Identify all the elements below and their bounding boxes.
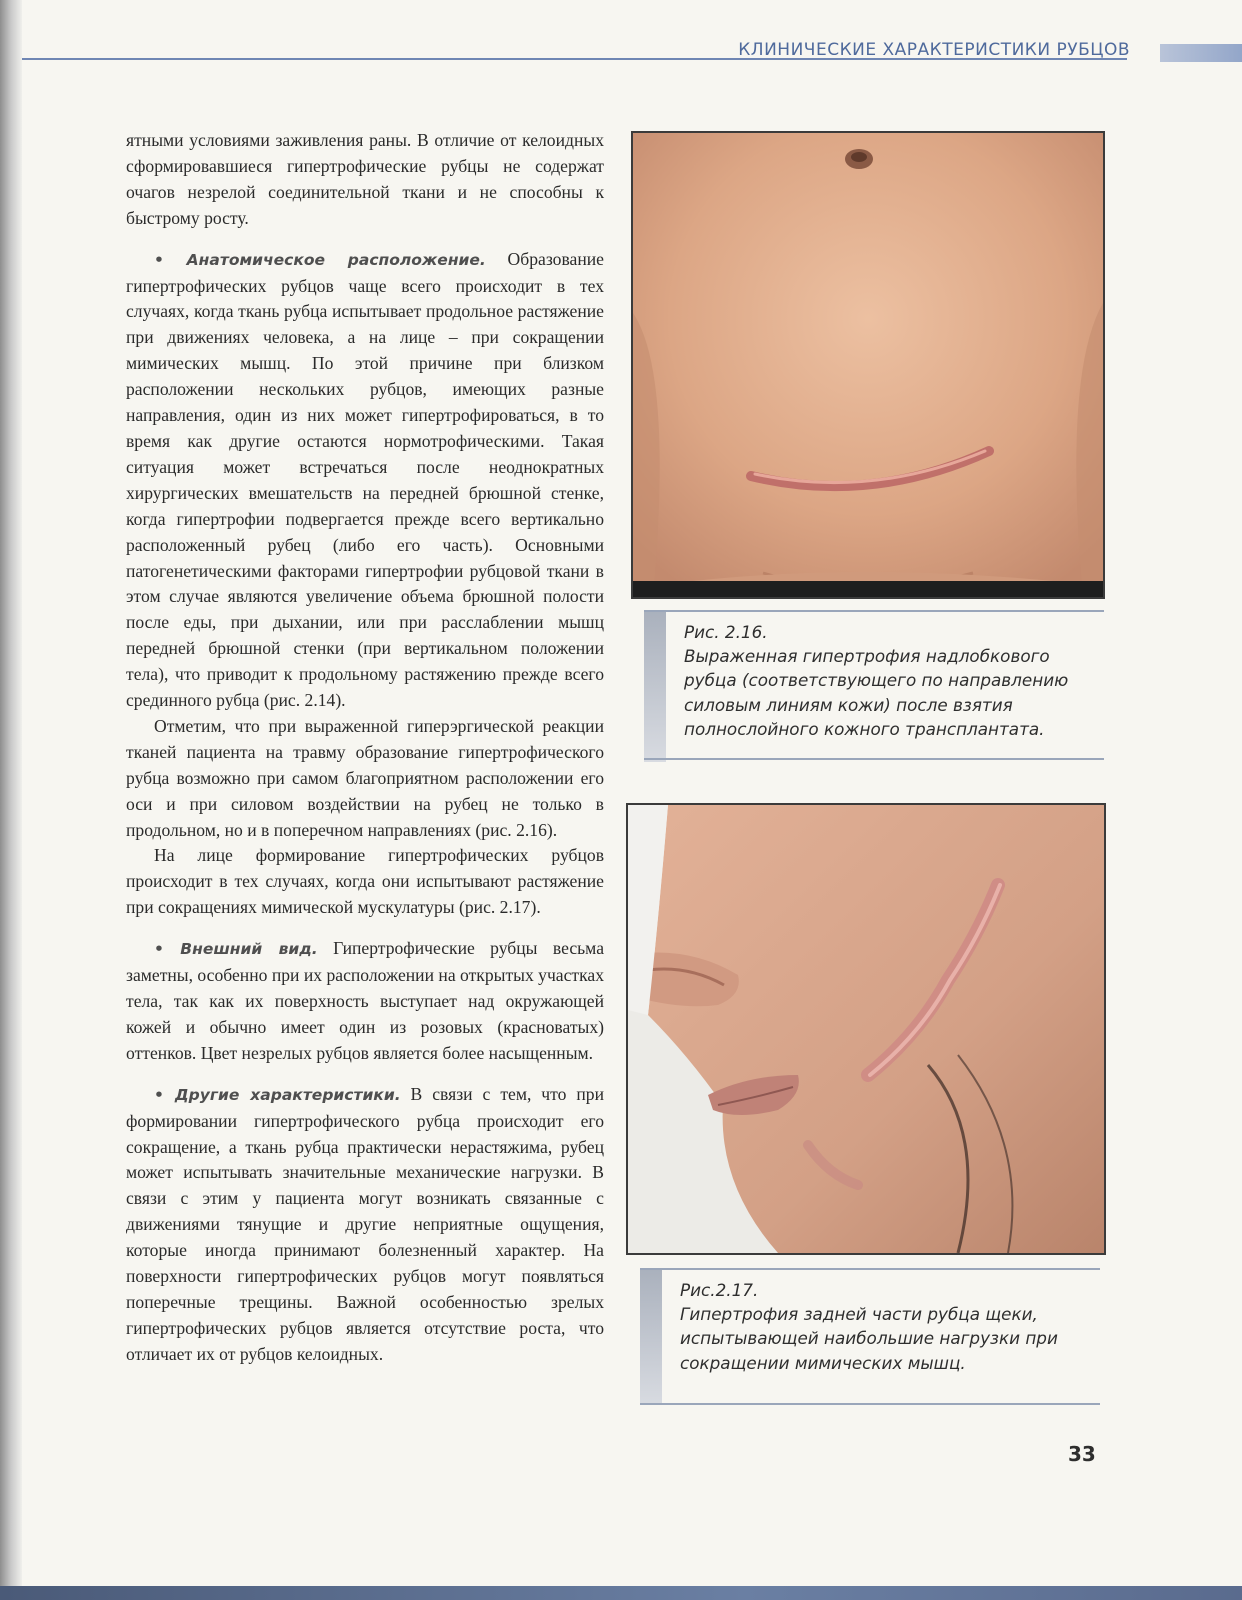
lead-anatomical: • Анатомическое расположение. (154, 250, 486, 269)
paragraph-1: ятными условиями заживления раны. В отличие от келоидных сформировавшиеся гипертрофические рубцы не содержат очагов незрелой соединительной ткани и не способны к быстрому росту. (126, 130, 604, 228)
figure-label: Рис.2.17. (680, 1280, 759, 1300)
paragraph-anatomical: • Анатомическое расположение. Образование гипертрофических рубцов чаще всего происходит в тех случаях, когда ткань рубца испытывает продольное растяжение при движениях человека, а на лице – при сокращении мимических мышц. По этой причине при близком расположении нескольких рубцов, имеющих разные направления, один из них может гипертрофироваться, в то время как другие остаются нормотрофическими. Такая ситуация может встречаться после неоднократных хирургических вмешательств на передней брюшной стенке, когда гипертрофии подвергается прежде всего вертикально расположенный рубец (либо его часть). Основными патогенетическими факторами гипертрофии рубцовой ткани в этом случае являются увеличение объема брюшной полости после еды, при дыхании, или при расслаблении мышц передней брюшной стенки (при вертикальном положении тела), что приводит к продольному растяжению прежде всего срединного рубца (рис. 2.14). (126, 248, 604, 711)
figure-caption: Выраженная гипертрофия надлобкового рубца (соответствующего по направлению силовым линиям кожи) после взятия полнослойного кожного трансплантата. (684, 646, 1069, 739)
paragraph-other: • Другие характеристики. В связи с тем, что при формировании гипертрофического рубца происходит его сокращение, а ткань рубца практически нерастяжима, рубец может испытывать значительные механические нагрузки. В связи с этим у пациента могут возникать связанные с движениями тянущие и другие неприятные ощущения, которые иногда принимают болезненный характер. На поверхности гипертрофических рубцов могут появляться поперечные трещины. Важной особенностью зрелых гипертрофических рубцов является отсутствие роста, что отличает их от рубцов келоидных. (126, 1083, 604, 1364)
lead-appearance: • Внешний вид. (154, 940, 318, 959)
body-text-column (126, 128, 604, 1368)
caption-rule-bottom (640, 1403, 1100, 1405)
figure-2-17-photo (626, 803, 1106, 1255)
paragraph-4: На лице формирование гипертрофических рубцов происходит в тех случаях, когда они испытывают растяжение при сокращениях мимической мускулатуры (рис. 2.17). (126, 845, 604, 918)
paragraph-3: Отметим, что при выраженной гиперэргической реакции тканей пациента на травму образование гипертрофического рубца возможно при самом благоприятном расположении его оси и при силовом воздействии на рубец не только в продольном, но и в поперечном направлениях (рис. 2.16). (126, 715, 604, 840)
lead-other: • Другие характеристики. (154, 1085, 401, 1104)
face-illustration (628, 805, 1104, 1253)
bottom-edge (0, 1586, 1242, 1600)
figure-2-16-caption (644, 612, 1104, 762)
figure-label: Рис. 2.16. (684, 622, 768, 642)
caption-rule-top (644, 610, 1104, 612)
figure-caption: Гипертрофия задней части рубца щеки, испытывающей наибольшие нагрузки при сокращении мимических мышц. (680, 1304, 1058, 1373)
caption-rule-bottom (644, 758, 1104, 760)
caption-rule-top (640, 1268, 1100, 1270)
caption-marker (644, 612, 666, 762)
figure-2-16-photo (631, 131, 1105, 599)
paragraph-appearance: • Внешний вид. Гипертрофические рубцы весьма заметны, особенно при их расположении на открытых участках тела, так как их поверхность выступает над окружающей кожей и обычно имеет один из розовых (красноватых) оттенков. Цвет незрелых рубцов является более насыщенным. (126, 938, 604, 1063)
header-tab (1160, 44, 1242, 62)
page-number: 33 (1068, 1442, 1096, 1466)
figure-2-17-caption (640, 1270, 1100, 1405)
running-head: КЛИНИЧЕСКИЕ ХАРАКТЕРИСТИКИ РУБЦОВ (738, 40, 1130, 60)
book-spine-shadow (0, 0, 22, 1600)
caption-marker (640, 1270, 662, 1405)
abdomen-illustration (633, 133, 1103, 597)
